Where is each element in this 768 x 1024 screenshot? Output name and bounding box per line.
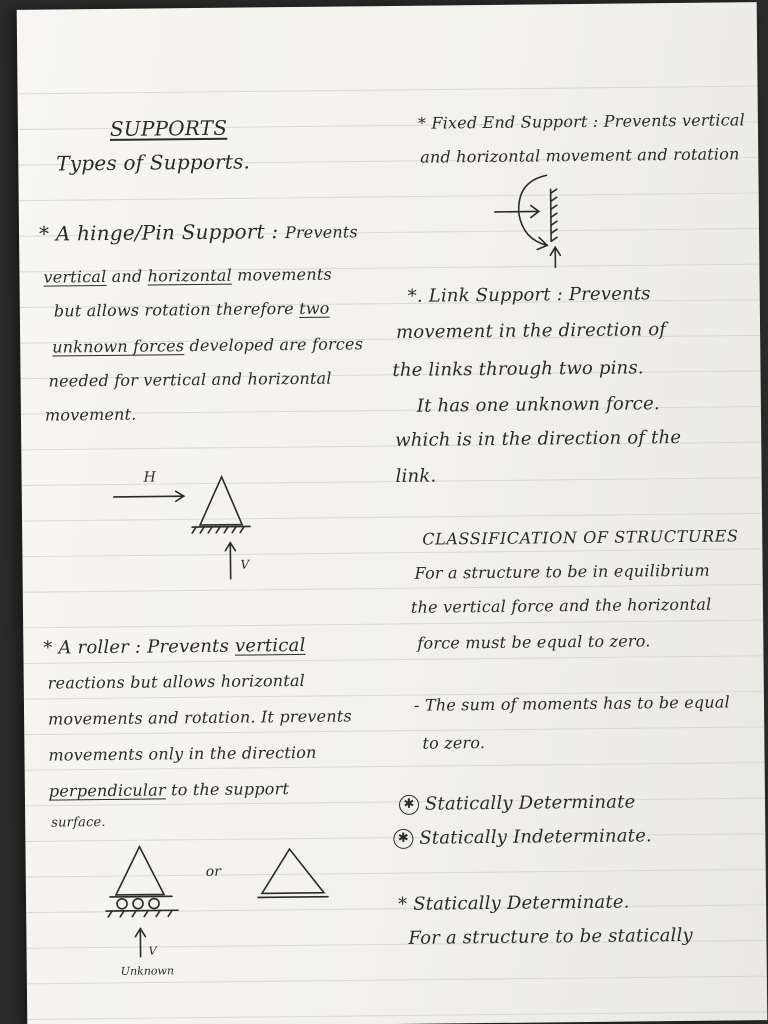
h-force-arrow (114, 496, 184, 497)
ruled-line (23, 620, 763, 628)
or-label: or (205, 863, 221, 880)
link-line-1: *. Link Support : Prevents (407, 283, 651, 307)
ruled-line (19, 193, 759, 201)
ruled-line (27, 1012, 767, 1020)
roller-line-5: perpendicular to the support (48, 779, 290, 801)
rotation-arc (518, 175, 547, 245)
classification-item-2: ✱ Statically Indeterminate. (393, 825, 652, 849)
notebook-page (17, 2, 768, 1024)
hinge-heading (39, 218, 358, 245)
classification-line-1: For a structure to be in equilibrium (414, 560, 710, 583)
classification-line-2: the vertical force and the horizontal (410, 594, 712, 617)
roller-wheel (149, 898, 159, 908)
fixed-line-1: * Fixed End Support : Prevents vertical (417, 110, 745, 133)
v-force-label: V (240, 557, 250, 572)
classification-heading: CLASSIFICATION OF STRUCTURES (422, 526, 739, 549)
pin-triangle (200, 477, 243, 525)
ruled-line (18, 86, 758, 94)
alt-roller-ground (258, 897, 328, 898)
hinge-line-6: movement. (44, 404, 137, 425)
roller-heading: * A roller : Prevents vertical (43, 634, 306, 659)
hinge-support-diagram (105, 462, 276, 589)
hinge-line-2: vertical and horizontal movements (43, 264, 332, 287)
hinge-line-3: but allows rotation therefore two (53, 298, 330, 321)
fixed-support-diagram (488, 169, 579, 270)
hinge-title: A hinge/Pin Support : (55, 219, 279, 246)
bullet: * (38, 221, 50, 246)
statically-determinate-heading: * Statically Determinate. (397, 891, 630, 915)
hinge-line-5: needed for vertical and horizontal (48, 368, 332, 391)
classification-line-5: to zero. (422, 733, 486, 753)
link-line-6: link. (395, 465, 437, 487)
link-line-5: which is in the direction of the (395, 426, 682, 451)
roller-ground (106, 910, 178, 911)
hinge-title-tail: Prevents (284, 222, 358, 243)
page-title: SUPPORTS (109, 115, 228, 141)
roller-line-2: reactions but allows horizontal (47, 670, 306, 693)
classification-line-4: - The sum of moments has to be equal (413, 692, 730, 715)
support-base (192, 526, 250, 527)
statically-determinate-line-1: For a structure to be statically (408, 924, 693, 949)
roller-wheel (117, 899, 127, 909)
h-force-label: H (143, 469, 156, 486)
asterisk-circle-icon: ✱ (393, 829, 413, 849)
hinge-line-4: unknown forces developed are forces (52, 334, 364, 357)
unknown-label: Unknown (120, 964, 175, 978)
classification-item-1: ✱ Statically Determinate (399, 791, 636, 814)
link-line-3: the links through two pins. (392, 357, 644, 381)
fixed-line-2: and horizontal movement and rotation (420, 144, 740, 167)
classification-line-3: force must be equal to zero. (417, 631, 651, 653)
roller-wheel (133, 899, 143, 909)
ruled-line (24, 727, 764, 735)
roller-triangle (115, 846, 164, 895)
link-line-2: movement in the direction of (395, 319, 667, 343)
subtitle: Types of Supports. (56, 149, 251, 176)
roller-line-4: movements only in the direction (48, 742, 317, 765)
roller-line-3: movements and rotation. It prevents (48, 706, 352, 729)
roller-support-diagram (101, 837, 333, 989)
link-line-4: It has one unknown force. (416, 393, 660, 417)
roller-line-6: surface. (51, 815, 106, 831)
roller-v-label: V (148, 944, 157, 958)
alt-roller-triangle (261, 849, 323, 894)
asterisk-circle-icon: ✱ (399, 795, 419, 815)
